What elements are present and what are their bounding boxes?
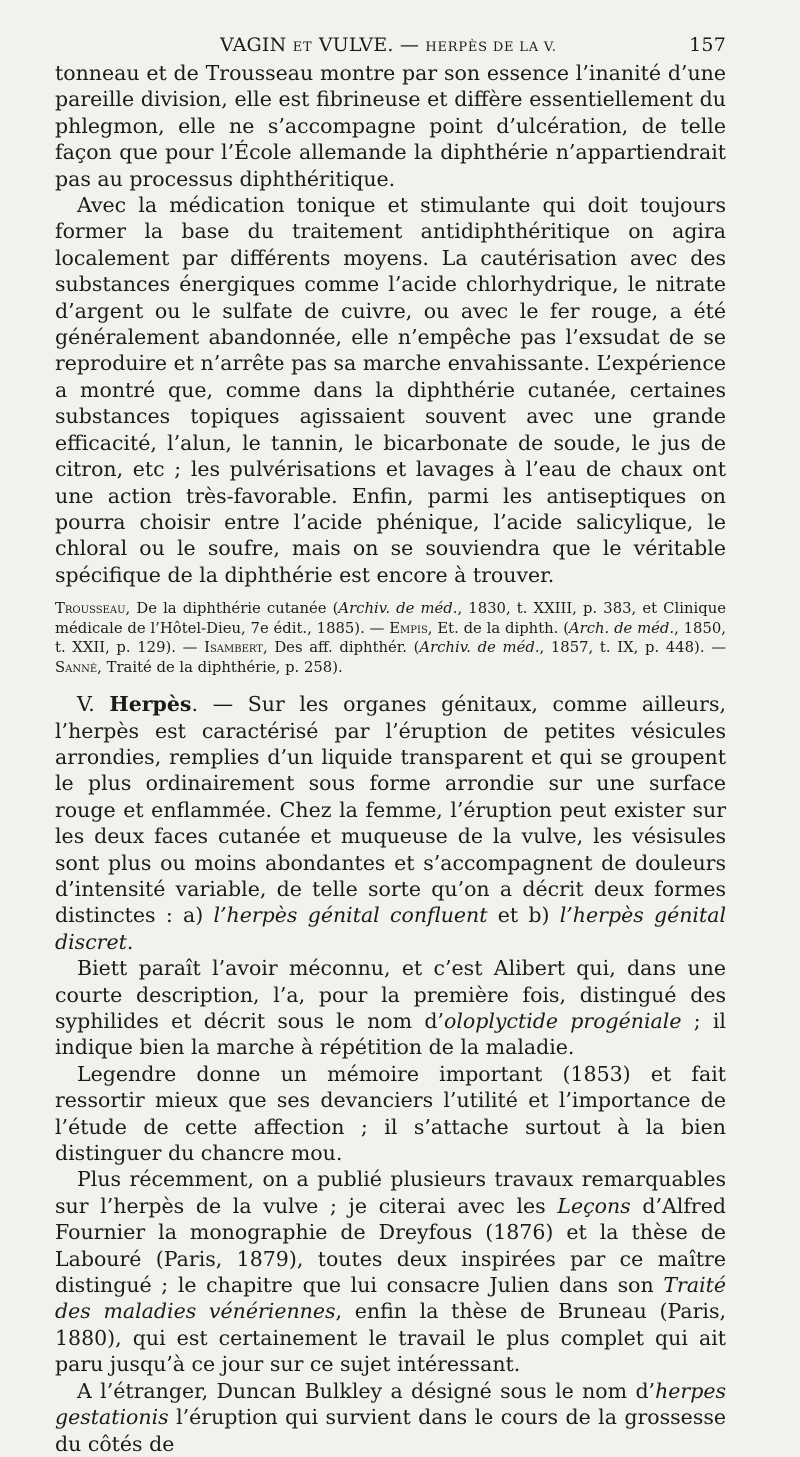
section-herpes-intro: V. Herpès. — Sur les organes génitaux, comme ailleurs, l’herpès est caractérisé par l’éruption de petites vésicules arrondies, remplies d’un liquide transparent et qui se groupent le plus ordinairement sous forme arrondie sur une surface rouge et enflammée. Chez la femme, l’éruption peut exister sur les deux faces cutanée et muqueuse de la vulve, les vésisules sont plus ou moins abondantes et s’accompagnent de douleurs d’intensité variable, de telle sorte qu’on a décrit deux formes distinctes : a) l’herpès génital confluent et b) l’herpès génital discret.	[55, 692, 727, 954]
page-number: 157	[689, 34, 726, 56]
section-number: V.	[77, 692, 110, 717]
paragraph-continuation: tonneau et de Trousseau montre par son essence l’inanité d’une pareille division, elle est fibrineuse et diffère essentiellement du phlegmon, elle ne s’accompagne point d’ulcération, de telle façon que pour l’École allemande la diphthérie n’appartiendrait pas au processus diphthéritique.	[55, 61, 726, 191]
paragraph-abroad: A l’étranger, Duncan Bulkley a désigné sous le nom d’herpes gestationis l’éruption qui survient dans le cours de la grossesse du côtés de	[55, 1378, 726, 1456]
bibliography-references: Trousseau, De la diphthérie cutanée (Archiv. de méd., 1830, t. XXIII, p. 383, et Clinique médicale de l’Hôtel-Dieu, 7e édit., 1885). — Empis, Et. de la diphth. (Arch. de méd., 1850, t. XXII, p. 129). — Isambert, Des aff. diphthér. (Archiv. de méd., 1857, t. IX, p. 448). — Sanné, Traité de la diphthérie, p. 258).	[55, 600, 726, 676]
section-title: Herpès	[109, 692, 192, 717]
paragraph-legendre: Legendre donne un mémoire important (1853) et fait ressortir mieux que ses devanciers l’utilité et l’importance de l’étude de cette affection ; il s’attache surtout à la bien distinguer du chancre mou.	[55, 1061, 726, 1166]
paragraph-treatment: Avec la médication tonique et stimulante qui doit toujours former la base du traitement antidiphthéritique on agira localement par différents moyens. La cautérisation avec des substances énergiques comme l’acide chlorhydrique, le nitrate d’argent ou le sulfate de cuivre, ou avec le fer rouge, a été généralement abandonnée, elle n’empêche pas l’exsudat de se reproduire et n’arrête pas sa marche envahissante. L’expérience a montré que, comme dans la diphthérie cutanée, certaines substances topiques agissaient souvent avec une grande efficacité, l’alun, le tannin, le bicarbonate de soude, le jus de citron, etc ; les pulvérisations et lavages à l’eau de chaux ont une action très-favorable. Enfin, parmi les antiseptiques on pourra choisir entre l’acide phénique, l’acide salicylique, le chloral ou le soufre, mais on se souviendra que le véritable spécifique de la diphthérie est encore à trouver.	[55, 193, 726, 587]
running-title: VAGIN ET VULVE. — HERPÈS DE LA V.	[220, 34, 557, 56]
running-header	[55, 30, 726, 60]
paragraph-recent-works: Plus récemment, on a publié plusieurs travaux remarquables sur l’herpès de la vulve ; je citerai avec les Leçons d’Alfred Fournier la monographie de Dreyfous (1876) et la thèse de Labouré (Paris, 1879), toutes deux inspirées par ce maître distingué ; le chapitre que lui consacre Julien dans son Traité des maladies vénériennes, enfin la thèse de Bruneau (Paris, 1880), qui est certainement le travail le plus complet qui ait paru jusqu’à ce jour sur ce sujet intéressant.	[55, 1167, 726, 1377]
paragraph-biett: Biett paraît l’avoir méconnu, et c’est Alibert qui, dans une courte description, l’a, pour la première fois, distingué des syphilides et décrit sous le nom d’oloplyctide progéniale ; il indique bien la marche à répétition de la maladie.	[55, 956, 726, 1060]
